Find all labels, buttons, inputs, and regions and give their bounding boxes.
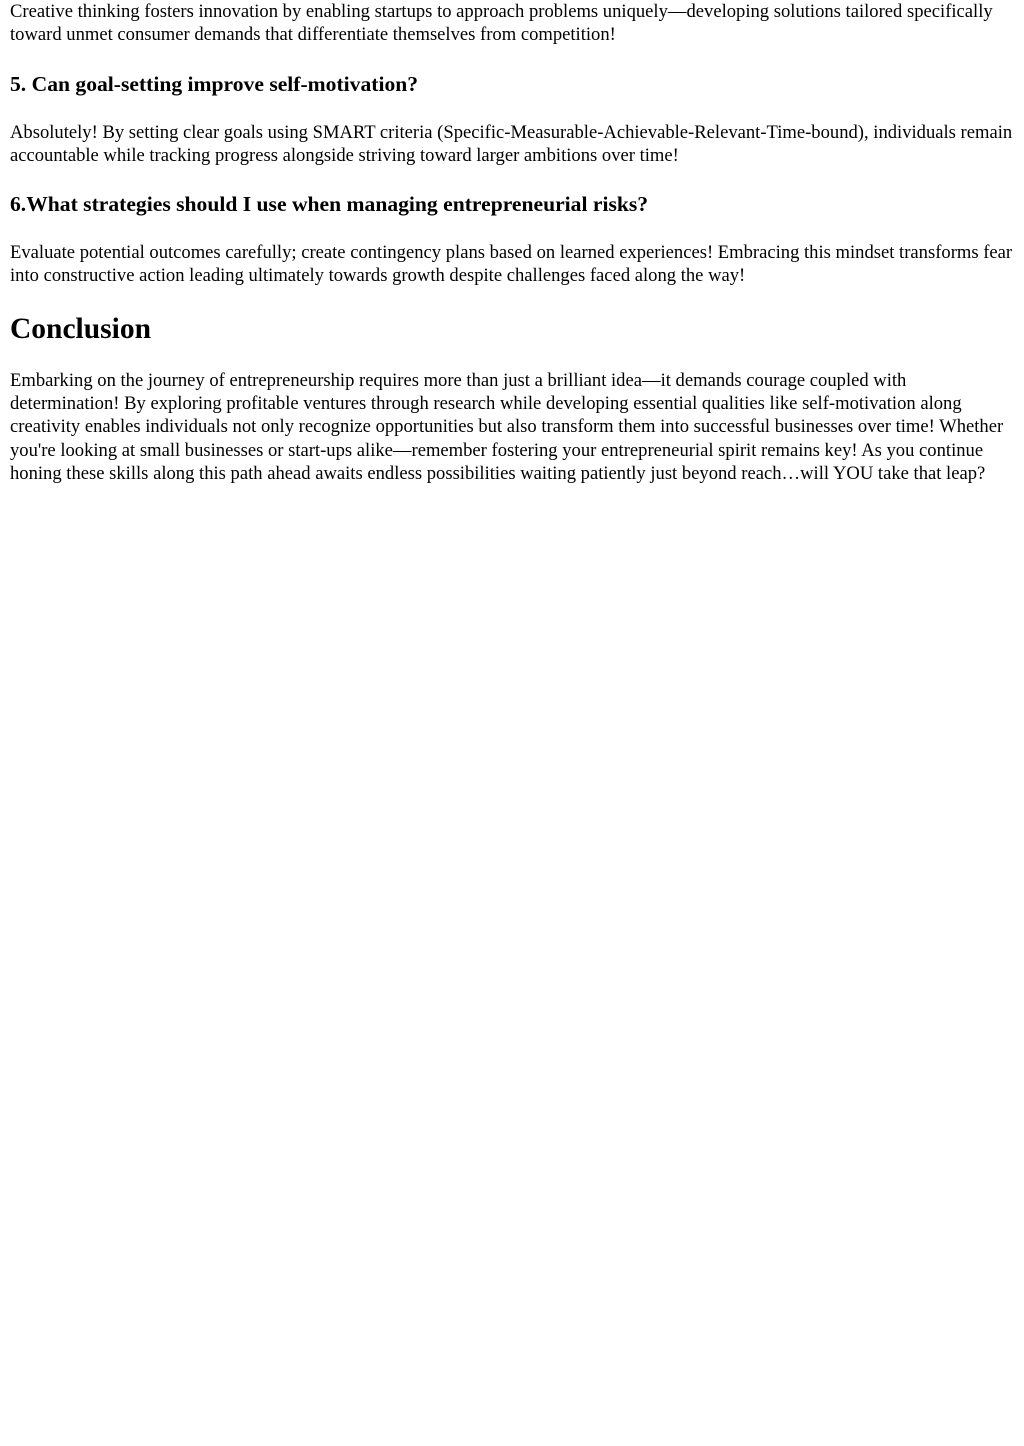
article-content: [0, 0, 1024, 485]
faq-question-6: 6.What strategies should I use when managing entrepreneurial risks?: [10, 192, 649, 217]
faq-answer-6: Evaluate potential outcomes carefully; create contingency plans based on learned experiences! Embracing this mindset transforms fear into constructive action leading ultimately towards growth despite challenges faced along the way!: [10, 242, 1013, 287]
intro-paragraph: Creative thinking fosters innovation by enabling startups to approach problems uniquely—developing solutions tailored specifically toward unmet consumer demands that differentiate themselves from competition!: [10, 1, 993, 46]
conclusion-paragraph: Embarking on the journey of entrepreneurship requires more than just a brilliant idea—it demands courage coupled with determination! By exploring profitable ventures through research while developing essential qualities like self-motivation along creativity enables individuals not only recognize opportunities but also transform them into successful businesses over time! Whether you're looking at small businesses or start-ups alike—remember fostering your entrepreneurial spirit remains key! As you continue honing these skills along this path ahead awaits endless possibilities waiting patiently just beyond reach…will YOU take that leap?: [10, 369, 1004, 484]
conclusion-heading: Conclusion: [10, 312, 151, 345]
faq-answer-5: Absolutely! By setting clear goals using SMART criteria (Specific-Measurable-Achievable-Relevant-Time-bound), individuals remain accountable while tracking progress alongside striving toward larger ambitions over time!: [10, 121, 1013, 166]
faq-question-5: 5. Can goal-setting improve self-motivation?: [10, 71, 419, 96]
